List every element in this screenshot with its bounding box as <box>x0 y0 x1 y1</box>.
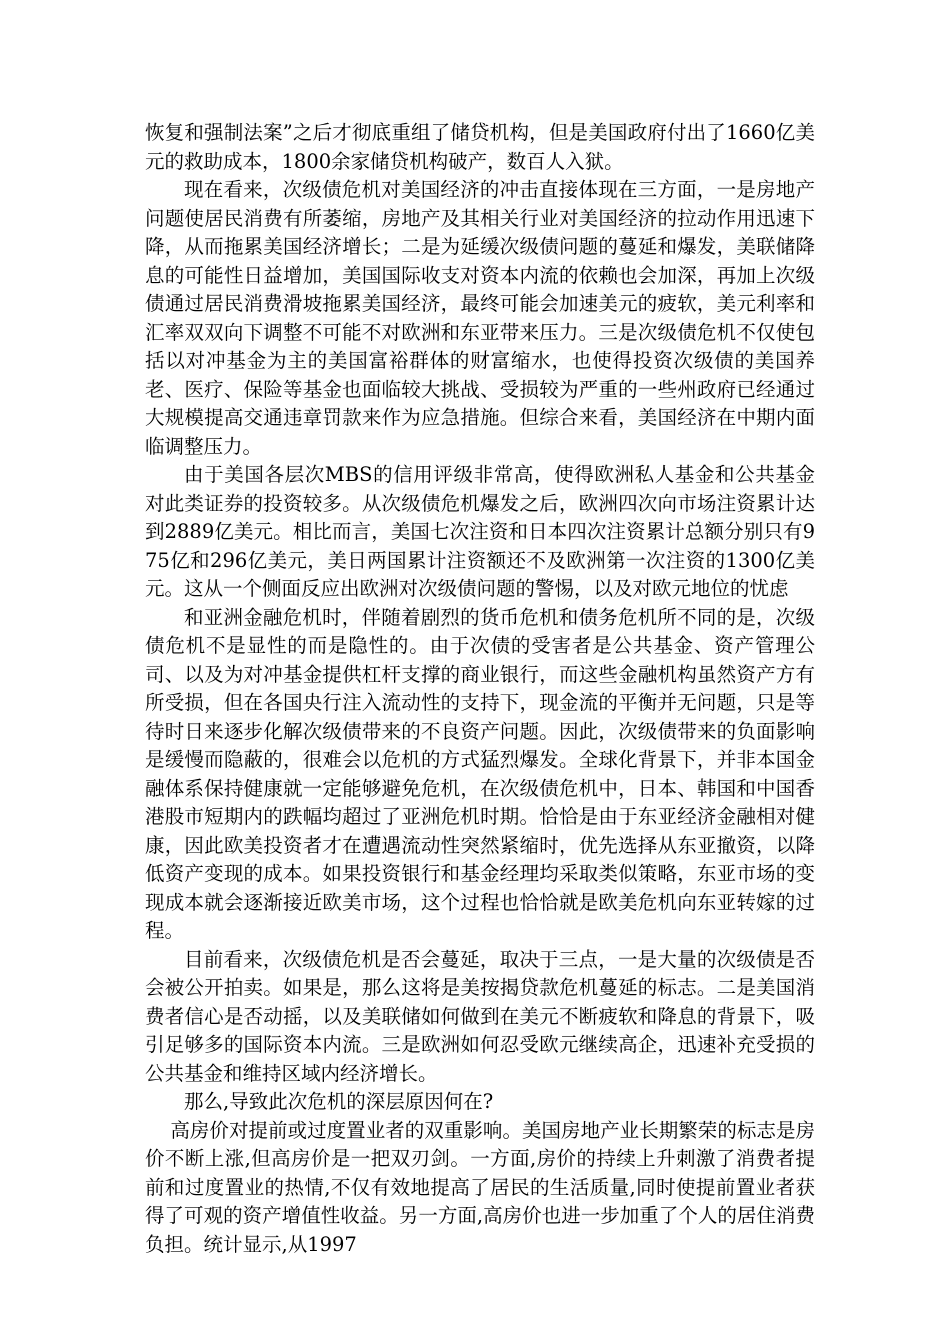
paragraph-2: 现在看来，次级债危机对美国经济的冲击直接体现在三方面，一是房地产问题使居民消费有所萎缩，房地产及其相关行业对美国经济的拉动作用迅速下降，从而拖累美国经济增长；二是为延缓次级债问题的蔓延和爆发，美联储降息的可能性日益增加，美国国际收支对资本内流的依赖也会加深，再加上次级债通过居民消费滑坡拖累美国经济，最终可能会加速美元的疲软，美元利率和汇率双双向下调整不可能不对欧洲和东亚带来压力。三是次级债危机不仅使包括以对冲基金为主的美国富裕群体的财富缩水，也使得投资次级债的美国养老、医疗、保险等基金也面临较大挑战、受损较为严重的一些州政府已经通过大规模提高交通违章罚款来作为应急措施。但综合来看，美国经济在中期内面临调整压力。 <box>145 178 815 458</box>
paragraph-1: 恢复和强制法案”之后才彻底重组了储贷机构，但是美国政府付出了1660亿美元的救助成本，1800余家储贷机构破产，数百人入狱。 <box>145 121 815 173</box>
paragraph-7: 高房价对提前或过度置业者的双重影响。美国房地产业长期繁荣的标志是房价不断上涨,但高房价是一把双刃剑。一方面,房价的持续上升刺激了消费者提前和过度置业的热情,不仅有效地提高了居民的生活质量,同时使提前置业者获得了可观的资产增值性收益。另一方面,高房价也进一步加重了个人的居住消费负担。统计显示,从1997 <box>145 1118 815 1256</box>
paragraph-3: 由于美国各层次MBS的信用评级非常高，使得欧洲私人基金和公共基金对此类证券的投资较多。从次级债危机爆发之后，欧洲四次向市场注资累计达到2889亿美元。相比而言，美国七次注资和日本四次注资累计总额分别只有975亿和296亿美元，美日两国累计注资额还不及欧洲第一次注资的1300亿美元。这从一个侧面反应出欧洲对次级债问题的警惕，以及对欧元地位的忧虑 <box>145 463 815 600</box>
paragraph-5: 目前看来，次级债危机是否会蔓延，取决于三点，一是大量的次级债是否会被公开拍卖。如果是，那么这将是美按揭贷款危机蔓延的标志。二是美国消费者信心是否动摇，以及美联储如何做到在美元不断疲软和降息的背景下，吸引足够多的国际资本内流。三是欧洲如何忍受欧元继续高企，迅速补充受损的公共基金和维持区域内经济增长。 <box>145 947 815 1085</box>
paragraph-4: 和亚洲金融危机时，伴随着剧烈的货币危机和债务危机所不同的是，次级债危机不是显性的而是隐性的。由于次债的受害者是公共基金、资产管理公司、以及为对冲基金提供杠杆支撑的商业银行，而这些金融机构虽然资产方有所受损，但在各国央行注入流动性的支持下，现金流的平衡并无问题，只是等待时日来逐步化解次级债带来的不良资产问题。因此，次级债带来的负面影响是缓慢而隐蔽的，很难会以危机的方式猛烈爆发。全球化背景下，并非本国金融体系保持健康就一定能够避免危机，在次级债危机中，日本、韩国和中国香港股市短期内的跌幅均超过了亚洲危机时期。恰恰是由于东亚经济金融相对健康，因此欧美投资者才在遭遇流动性突然紧缩时，优先选择从东亚撤资，以降低资产变现的成本。如果投资银行和基金经理均采取类似策略，东亚市场的变现成本就会逐渐接近欧美市场，这个过程也恰恰就是欧美危机向东亚转嫁的过程。 <box>145 605 815 942</box>
paragraph-6: 那么,导致此次危机的深层原因何在? <box>184 1090 494 1113</box>
document-page <box>145 119 815 1259</box>
